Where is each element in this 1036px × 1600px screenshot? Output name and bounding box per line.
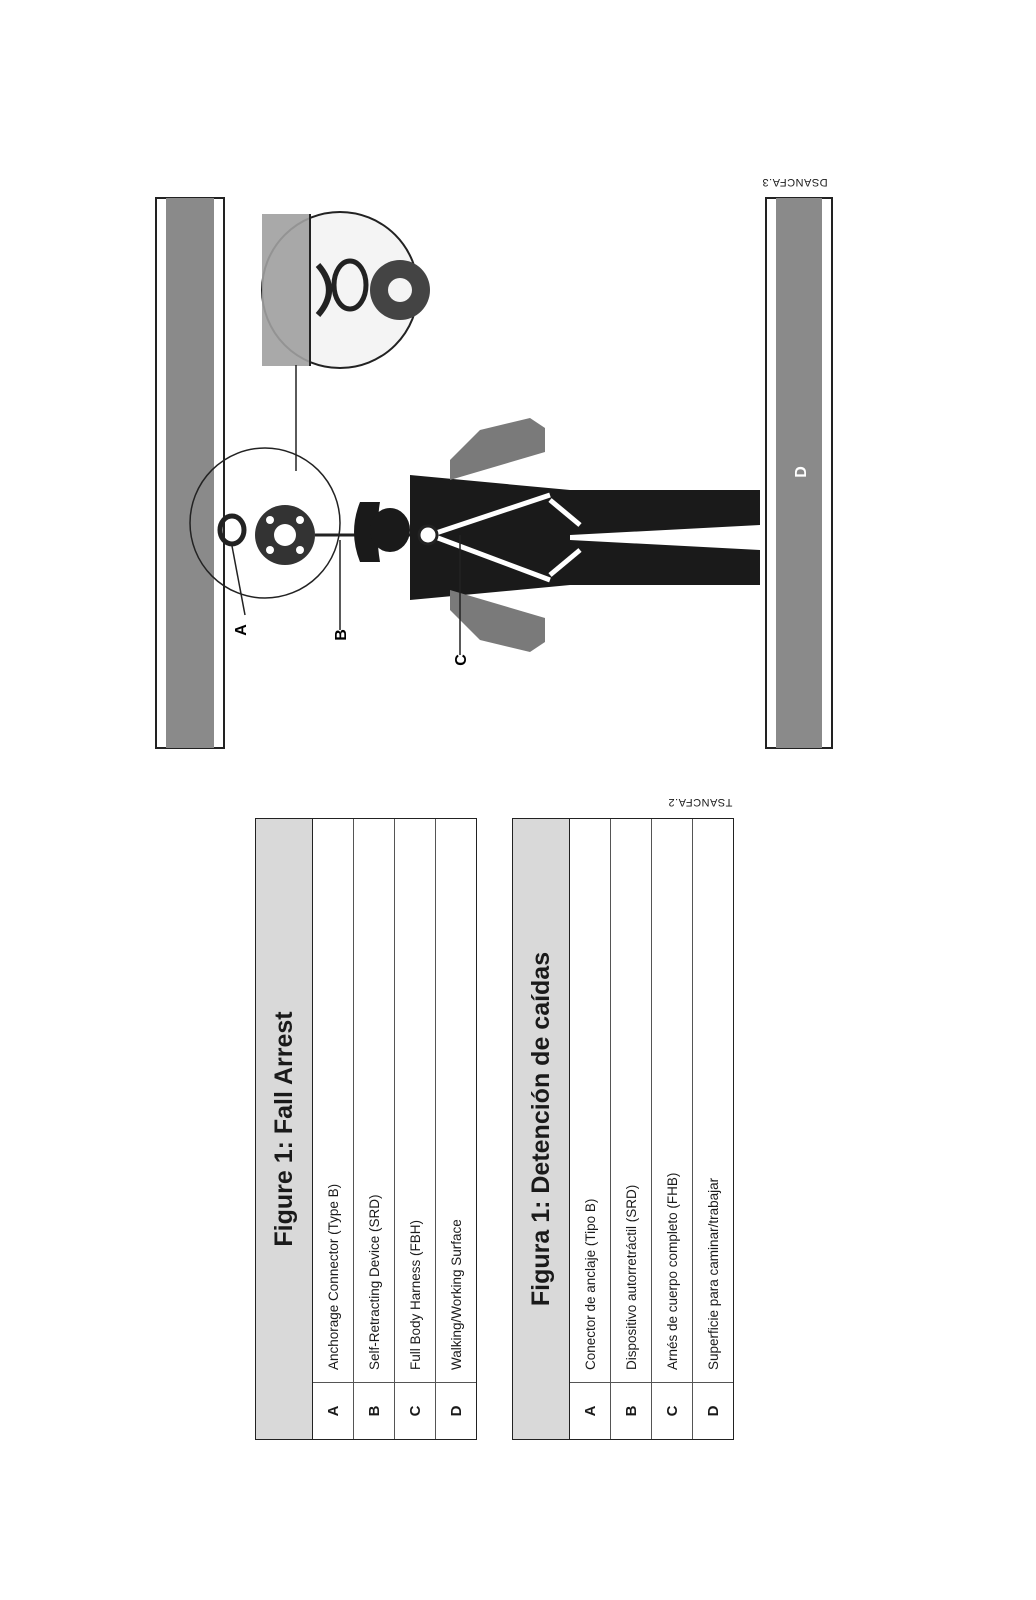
overhead-beam [156, 198, 224, 748]
table-row [354, 819, 395, 1439]
table-row [611, 819, 652, 1439]
callout-a: A [233, 624, 250, 636]
callout-b: B [333, 629, 350, 641]
table-row [395, 819, 436, 1439]
table-row [313, 819, 354, 1439]
table-header [513, 819, 570, 1439]
row-key: C [652, 1382, 692, 1439]
row-label: Superficie para caminar/trabajar [705, 1177, 721, 1370]
drawing-code: DSANCFA.3 [762, 176, 828, 188]
callout-d: D [793, 466, 810, 478]
row-key: A [313, 1382, 353, 1439]
row-key: C [395, 1382, 435, 1439]
row-label: Arnés de cuerpo completo (FHB) [664, 1172, 680, 1370]
table-row [693, 819, 733, 1439]
row-key: D [436, 1382, 476, 1439]
table-row [652, 819, 693, 1439]
table-row [436, 819, 476, 1439]
table-title: Figure 1: Fall Arrest [269, 1011, 298, 1247]
row-label: Self-Retracting Device (SRD) [366, 1194, 382, 1370]
row-key: B [611, 1382, 651, 1439]
row-label: Conector de anclaje (Tipo B) [582, 1198, 598, 1370]
fall-arrest-illustration [150, 190, 840, 755]
row-label: Dispositivo autorretráctil (SRD) [623, 1184, 639, 1370]
worker-figure [354, 418, 760, 652]
detail-zoom-circle [262, 212, 430, 368]
row-key: A [570, 1382, 610, 1439]
row-key: B [354, 1382, 394, 1439]
row-label: Anchorage Connector (Type B) [325, 1183, 341, 1370]
figure-1-table-en [255, 818, 477, 1440]
row-key: D [693, 1382, 733, 1439]
table-header [256, 819, 313, 1439]
figure-1-table-es [512, 818, 734, 1440]
table-code: TSANCFA.2 [668, 796, 733, 808]
table-title: Figura 1: Detención de caídas [526, 951, 555, 1307]
callout-c: C [453, 654, 470, 666]
row-label: Walking/Working Surface [448, 1219, 464, 1370]
table-row [570, 819, 611, 1439]
row-label: Full Body Harness (FBH) [407, 1219, 423, 1370]
